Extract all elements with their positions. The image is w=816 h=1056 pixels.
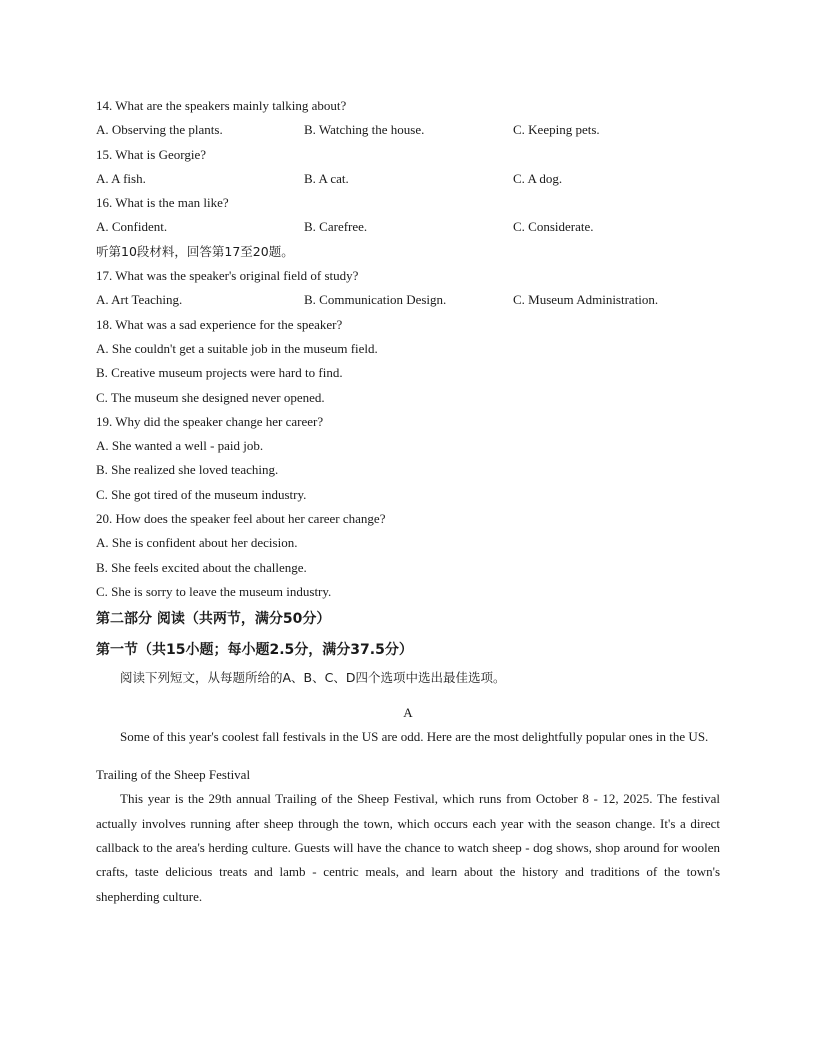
option-c: C. She is sorry to leave the museum industry. [96,583,332,599]
option-b: B. A cat. [304,170,349,186]
option-b: B. Communication Design. [304,292,447,308]
question-19-stem: 19. Why did the speaker change her career? [96,413,324,429]
passage-label: A [403,704,413,720]
option-a: A. Confident. [96,219,168,235]
option-c: C. Keeping pets. [513,122,600,138]
question-15-stem: 15. What is Georgie? [96,146,206,162]
festival-title: Trailing of the Sheep Festival [96,767,251,783]
option-b: B. Watching the house. [304,122,425,138]
question-14-options [96,118,720,142]
option-a: A. She is confident about her decision. [96,535,298,551]
question-20-stem: 20. How does the speaker feel about her career change? [96,511,386,527]
part-two-title: 第二部分 阅读（共两节，满分50分） [96,611,331,628]
festival-paragraph: This year is the 29th annual Trailing of the Sheep Festival, which runs from October 8 - 12, 2025. The festival actually involves running after sheep through the town, which occurs each year with the season change. It's a direct callback to the area's herding culture. Guests will have the chance to watch sheep - dog shows, shop around for woolen crafts, taste delicious treats and lamb - centric meals, and learn about the history and traditions of the town's shepherding culture. [96,791,720,904]
option-c: C. Considerate. [513,219,594,235]
question-15-options [96,167,720,191]
section-one-title: 第一节（共15小题；每小题2.5分，满分37.5分） [96,642,413,659]
option-a: A. Observing the plants. [96,122,223,138]
option-a: A. A fish. [96,170,146,186]
option-b: B. Creative museum projects were hard to find. [96,365,343,381]
page-content [96,94,720,909]
passage-intro: Some of this year's coolest fall festivals in the US are odd. Here are the most delightfully popular ones in the US. [120,728,709,744]
reading-instruction: 阅读下列短文，从每题所给的A、B、C、D四个选项中选出最佳选项。 [120,670,506,686]
option-c: C. A dog. [513,170,563,186]
option-c: C. Museum Administration. [513,292,659,308]
question-18-stem: 18. What was a sad experience for the speaker? [96,316,343,332]
question-16-stem: 16. What is the man like? [96,195,229,211]
option-c: C. The museum she designed never opened. [96,389,325,405]
option-a: A. She couldn't get a suitable job in the museum field. [96,340,378,356]
option-b: B. Carefree. [304,219,368,235]
option-a: A. Art Teaching. [96,292,183,308]
listening-section-note: 听第10段材料，回答第17至20题。 [96,243,294,259]
option-b: B. She feels excited about the challenge. [96,559,307,575]
question-16-options [96,215,720,239]
question-14-stem: 14. What are the speakers mainly talking about? [96,98,347,113]
question-17-options [96,288,720,312]
question-17-stem: 17. What was the speaker's original field of study? [96,268,359,284]
option-a: A. She wanted a well - paid job. [96,438,264,454]
option-b: B. She realized she loved teaching. [96,462,279,478]
option-c: C. She got tired of the museum industry. [96,486,307,502]
